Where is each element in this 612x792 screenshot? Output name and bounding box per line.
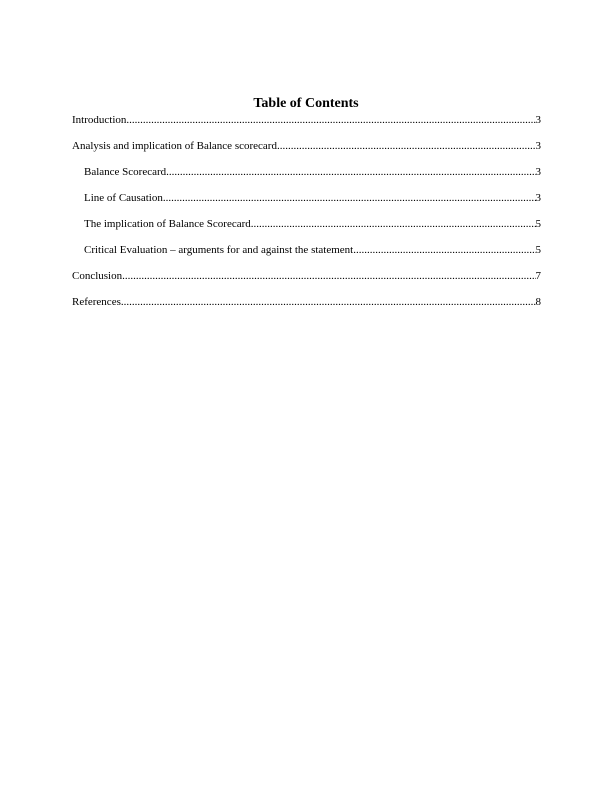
toc-entry-label: References — [72, 296, 121, 308]
toc-entry-label: Analysis and implication of Balance scorecard — [72, 140, 277, 152]
toc-entry-page-number: 5 — [535, 244, 541, 256]
toc-entry-conclusion[interactable] — [72, 268, 541, 294]
toc-entry-page-number: 3 — [535, 140, 541, 152]
toc-dot-leader — [121, 294, 536, 310]
toc-title: Table of Contents — [253, 96, 359, 111]
toc-entry-references[interactable] — [72, 294, 541, 320]
toc-dot-leader — [166, 164, 535, 180]
toc-entry-label: Introduction — [72, 114, 127, 126]
toc-entry-label: Critical Evaluation – arguments for and against the statement — [84, 244, 354, 256]
toc-entry-introduction[interactable] — [72, 112, 541, 138]
toc-entry-label: Line of Causation — [84, 192, 163, 204]
toc-dot-leader — [353, 242, 535, 258]
toc-dot-leader — [163, 190, 536, 206]
toc-entry-implication[interactable] — [72, 216, 541, 242]
toc-entry-page-number: 8 — [535, 296, 541, 308]
toc-entry-critical-evaluation[interactable] — [72, 242, 541, 268]
toc-entry-page-number: 3 — [535, 114, 541, 126]
toc-entry-page-number: 7 — [535, 270, 541, 282]
toc-entry-page-number: 3 — [535, 192, 541, 204]
toc-list — [72, 112, 541, 320]
toc-entry-page-number: 3 — [535, 166, 541, 178]
toc-dot-leader — [122, 268, 535, 284]
toc-entry-label: Conclusion — [72, 270, 123, 282]
toc-dot-leader — [126, 112, 535, 128]
toc-entry-analysis[interactable] — [72, 138, 541, 164]
toc-entry-balance-scorecard[interactable] — [72, 164, 541, 190]
toc-entry-label: Balance Scorecard — [84, 166, 167, 178]
toc-dot-leader — [277, 138, 536, 154]
toc-entry-label: The implication of Balance Scorecard — [84, 218, 251, 230]
toc-entry-line-of-causation[interactable] — [72, 190, 541, 216]
toc-entry-page-number: 5 — [535, 218, 541, 230]
toc-dot-leader — [251, 216, 536, 232]
